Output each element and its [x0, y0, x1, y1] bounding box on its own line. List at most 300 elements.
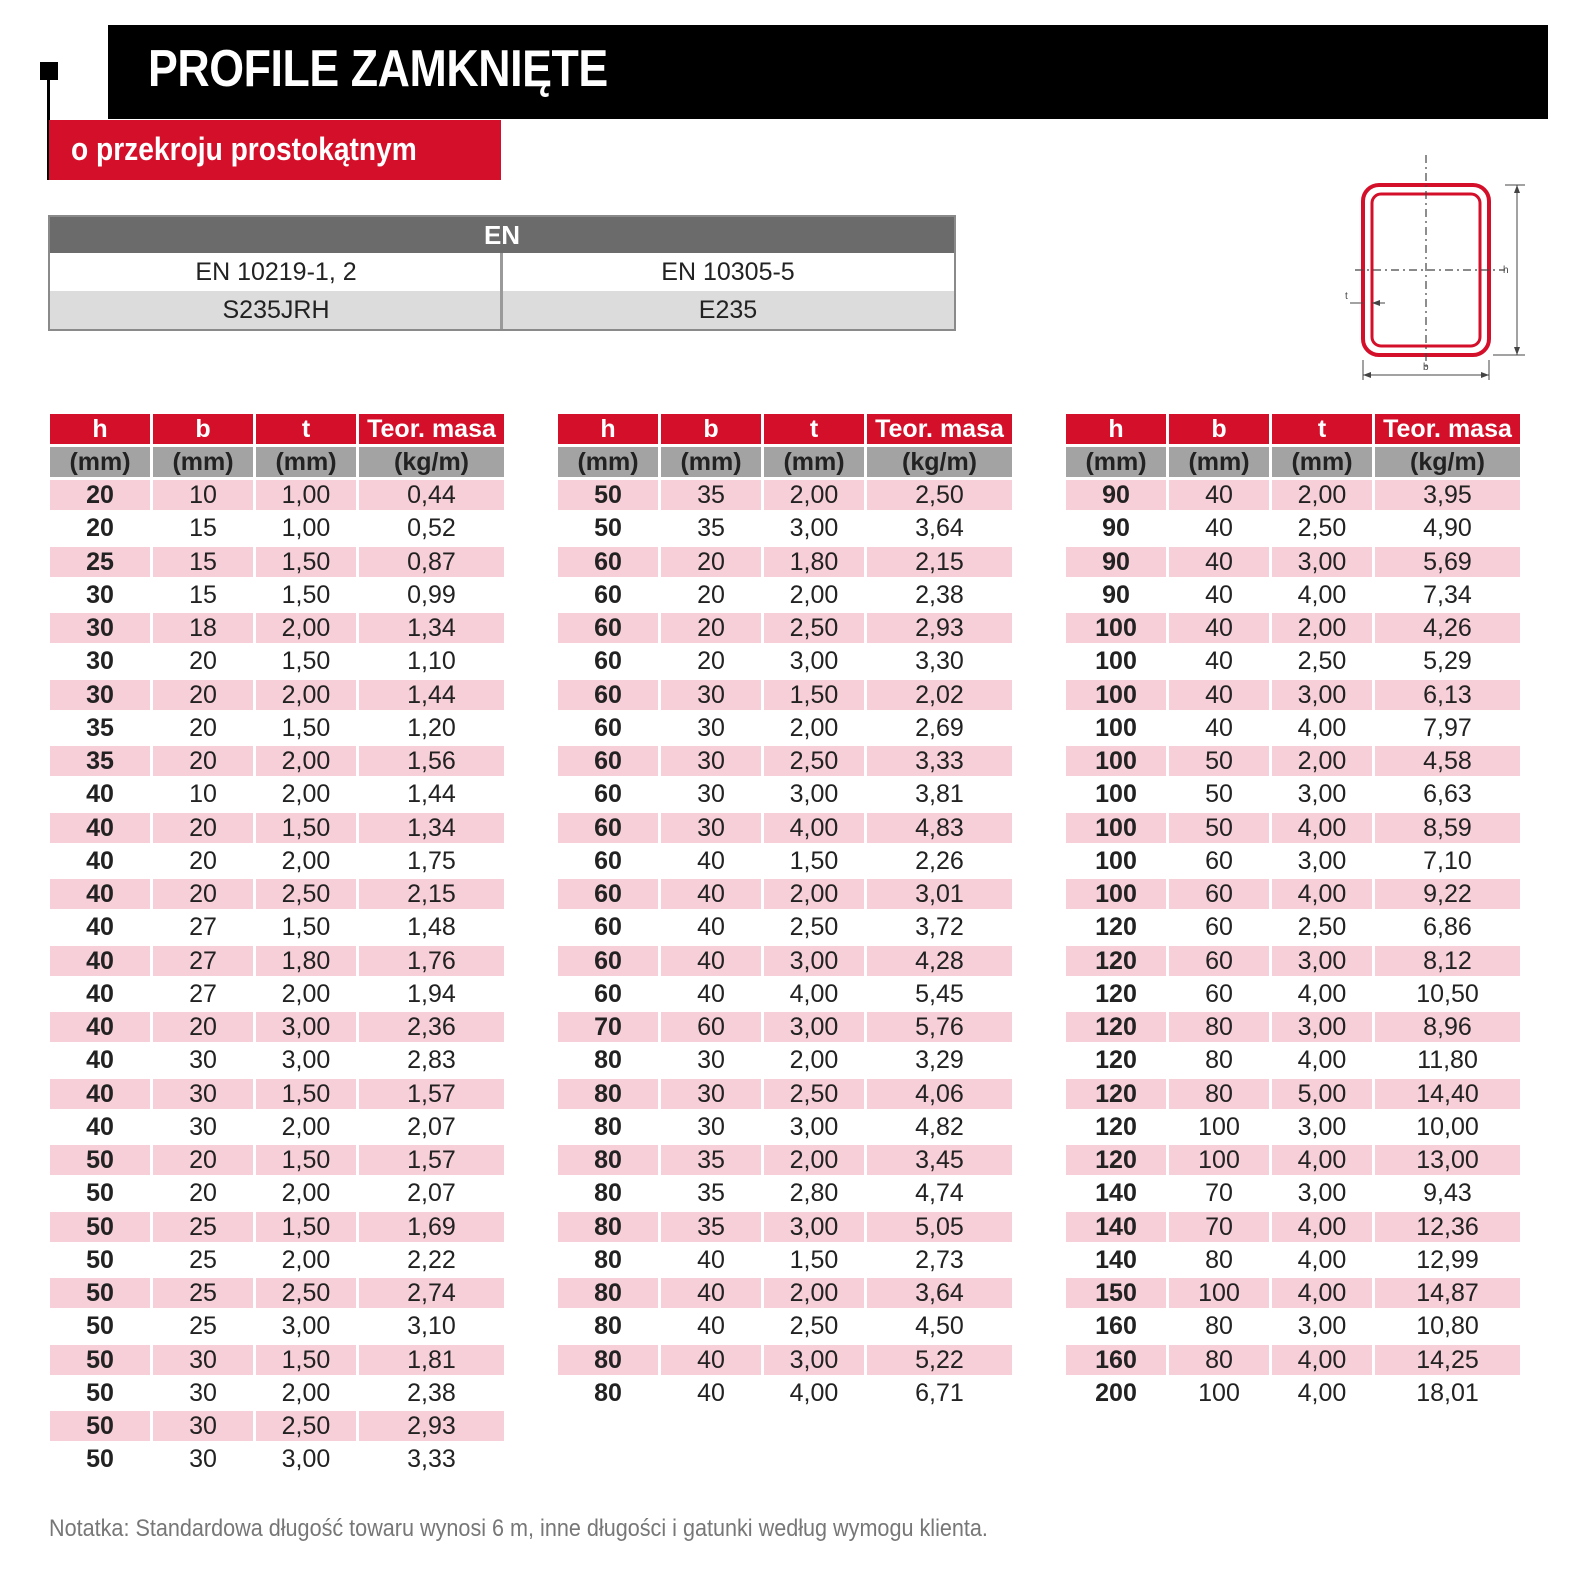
- cell-mass: 6,63: [1423, 780, 1472, 809]
- cell-h: 120: [1066, 1012, 1166, 1042]
- cell-h: 120: [1095, 979, 1137, 1008]
- table-row: [558, 746, 1012, 776]
- column-unit: (mm): [50, 447, 150, 477]
- table-row: [50, 1079, 504, 1109]
- table-row: [1066, 547, 1520, 577]
- cell-h: 50: [50, 1345, 150, 1375]
- cell-h: 60: [594, 846, 622, 875]
- cell-t: 3,00: [1272, 547, 1372, 577]
- cell-h: 60: [594, 913, 622, 942]
- cell-mass: 6,71: [915, 1378, 964, 1407]
- cell-t: 1,00: [256, 480, 356, 510]
- cell-mass: 3,33: [867, 746, 1012, 776]
- unit-header-row: [1066, 447, 1520, 477]
- cell-t: 4,00: [1297, 1046, 1347, 1075]
- cell-h: 40: [50, 879, 150, 909]
- cell-mass: 2,93: [867, 613, 1012, 643]
- cell-mass: 1,57: [359, 1145, 504, 1175]
- cell-t: 2,00: [1272, 480, 1372, 510]
- label-h: h: [1503, 265, 1509, 276]
- table-row: [1066, 1245, 1520, 1275]
- cell-b: 30: [189, 1112, 217, 1141]
- table-row: [1066, 779, 1520, 809]
- cell-b: 60: [1205, 979, 1233, 1008]
- cell-mass: 4,74: [915, 1179, 964, 1208]
- table-row: [1066, 1378, 1520, 1408]
- cell-b: 30: [189, 1445, 217, 1474]
- cell-b: 35: [697, 514, 725, 543]
- cell-h: 20: [50, 480, 150, 510]
- cell-b: 18: [153, 613, 253, 643]
- cell-mass: 1,75: [407, 846, 456, 875]
- cell-t: 2,50: [256, 1411, 356, 1441]
- table-row: [558, 979, 1012, 1009]
- cell-mass: 3,64: [867, 1278, 1012, 1308]
- table-row: [50, 1212, 504, 1242]
- cell-b: 15: [189, 580, 217, 609]
- cell-t: 4,00: [1297, 713, 1347, 742]
- table-row: [558, 846, 1012, 876]
- cell-t: 3,00: [1297, 1179, 1347, 1208]
- unit-header-row: [558, 447, 1012, 477]
- cell-mass: 4,58: [1375, 746, 1520, 776]
- cell-t: 2,00: [1272, 613, 1372, 643]
- cell-t: 3,00: [1272, 680, 1372, 710]
- table-row: [50, 1012, 504, 1042]
- table-row: [558, 879, 1012, 909]
- cell-t: 3,00: [1297, 1312, 1347, 1341]
- cell-h: 40: [50, 946, 150, 976]
- table-row: [50, 613, 504, 643]
- cell-mass: 14,40: [1375, 1079, 1520, 1109]
- cell-h: 40: [86, 846, 114, 875]
- column-unit: (mm): [1272, 447, 1372, 477]
- table-row: [1066, 1212, 1520, 1242]
- table-row: [1066, 879, 1520, 909]
- cell-b: 20: [153, 813, 253, 843]
- cell-b: 25: [189, 1312, 217, 1341]
- cell-mass: 1,34: [359, 613, 504, 643]
- cell-h: 80: [594, 1179, 622, 1208]
- cell-b: 80: [1169, 1012, 1269, 1042]
- cell-b: 20: [661, 613, 761, 643]
- cell-h: 90: [1102, 514, 1130, 543]
- cell-b: 40: [1169, 680, 1269, 710]
- table-row: [558, 1212, 1012, 1242]
- h-arrow-top: [1514, 185, 1520, 193]
- table-row: [1066, 1178, 1520, 1208]
- cell-h: 50: [86, 1378, 114, 1407]
- cell-t: 4,00: [789, 1378, 839, 1407]
- table-row: [558, 1045, 1012, 1075]
- table-row: [558, 1112, 1012, 1142]
- table-row: [558, 680, 1012, 710]
- cell-t: 1,50: [281, 580, 331, 609]
- standards-table: [48, 215, 956, 331]
- cell-b: 20: [153, 1012, 253, 1042]
- label-b: b: [1423, 362, 1429, 373]
- cell-b: 60: [1205, 913, 1233, 942]
- cell-b: 20: [153, 1145, 253, 1175]
- cell-h: 80: [594, 1046, 622, 1075]
- cell-t: 4,00: [789, 979, 839, 1008]
- column-unit: (mm): [558, 447, 658, 477]
- cell-h: 90: [1066, 480, 1166, 510]
- cell-mass: 2,36: [359, 1012, 504, 1042]
- h-arrow-bottom: [1514, 347, 1520, 355]
- cell-mass: 3,45: [867, 1145, 1012, 1175]
- cell-b: 40: [697, 913, 725, 942]
- table-row: [1066, 1311, 1520, 1341]
- cell-t: 2,50: [764, 746, 864, 776]
- norm-left: EN 10219-1, 2: [50, 253, 502, 291]
- cell-t: 2,50: [1297, 514, 1347, 543]
- cell-t: 3,00: [1272, 1012, 1372, 1042]
- table-row: [50, 1345, 504, 1375]
- cell-mass: 2,15: [359, 879, 504, 909]
- cell-t: 2,00: [256, 613, 356, 643]
- column-unit: (mm): [153, 447, 253, 477]
- cell-mass: 4,50: [915, 1312, 964, 1341]
- table-row: [50, 1311, 504, 1341]
- cell-h: 80: [558, 1145, 658, 1175]
- standards-divider: [500, 253, 503, 329]
- table-row: [558, 912, 1012, 942]
- cell-b: 35: [697, 1179, 725, 1208]
- cell-h: 120: [1066, 946, 1166, 976]
- table-row: [1066, 613, 1520, 643]
- footnote: Notatka: Standardowa długość towaru wynosi 6 m, inne długości i gatunki według wymogu klienta.: [49, 1515, 988, 1542]
- cell-t: 1,50: [281, 713, 331, 742]
- cell-h: 30: [50, 613, 150, 643]
- cell-t: 4,00: [1297, 1378, 1347, 1407]
- cell-b: 20: [189, 647, 217, 676]
- cell-h: 200: [1095, 1378, 1137, 1407]
- cell-h: 60: [558, 547, 658, 577]
- cell-mass: 10,80: [1416, 1312, 1479, 1341]
- cell-mass: 1,10: [407, 647, 456, 676]
- cell-b: 40: [697, 1378, 725, 1407]
- cell-mass: 7,97: [1423, 713, 1472, 742]
- cell-mass: 2,15: [867, 547, 1012, 577]
- cell-b: 15: [189, 514, 217, 543]
- column-header: h: [1066, 414, 1166, 444]
- cell-b: 30: [697, 780, 725, 809]
- cell-b: 100: [1198, 1112, 1240, 1141]
- cell-mass: 6,13: [1375, 680, 1520, 710]
- cell-t: 2,50: [789, 1312, 839, 1341]
- cell-t: 3,00: [256, 1012, 356, 1042]
- cell-t: 2,00: [256, 746, 356, 776]
- column-header: h: [50, 414, 150, 444]
- table-row: [558, 1145, 1012, 1175]
- cell-mass: 3,95: [1375, 480, 1520, 510]
- cell-mass: 1,69: [359, 1212, 504, 1242]
- norm-right: EN 10305-5: [502, 253, 954, 291]
- cell-mass: 5,45: [915, 979, 964, 1008]
- table-row: [558, 1378, 1012, 1408]
- cell-t: 4,00: [1297, 979, 1347, 1008]
- column-header: Teor. masa: [1375, 414, 1520, 444]
- cell-b: 25: [153, 1212, 253, 1242]
- cell-mass: 1,48: [407, 913, 456, 942]
- cell-h: 140: [1095, 1245, 1137, 1274]
- corner-marker: [40, 62, 58, 80]
- table-row: [558, 1311, 1012, 1341]
- cell-t: 5,00: [1272, 1079, 1372, 1109]
- cell-b: 10: [153, 480, 253, 510]
- cell-t: 1,50: [256, 1145, 356, 1175]
- cell-mass: 1,34: [359, 813, 504, 843]
- cell-b: 30: [661, 1079, 761, 1109]
- b-arrow-left: [1363, 372, 1371, 378]
- cell-mass: 2,38: [915, 580, 964, 609]
- cell-h: 80: [558, 1079, 658, 1109]
- table-row: [558, 713, 1012, 743]
- cell-t: 1,50: [281, 913, 331, 942]
- cell-mass: 2,22: [407, 1245, 456, 1274]
- cell-h: 80: [558, 1278, 658, 1308]
- cell-t: 4,00: [1272, 813, 1372, 843]
- table-row: [558, 613, 1012, 643]
- table-row: [1066, 846, 1520, 876]
- cell-h: 100: [1095, 647, 1137, 676]
- cell-mass: 1,94: [407, 979, 456, 1008]
- cell-t: 2,00: [764, 1278, 864, 1308]
- cell-t: 2,50: [1297, 913, 1347, 942]
- cell-mass: 8,12: [1375, 946, 1520, 976]
- cell-t: 3,00: [789, 514, 839, 543]
- cell-t: 2,00: [1272, 746, 1372, 776]
- table-row: [558, 1012, 1012, 1042]
- cell-h: 120: [1095, 1046, 1137, 1075]
- cell-h: 100: [1066, 879, 1166, 909]
- cell-b: 60: [1169, 879, 1269, 909]
- cell-mass: 1,81: [359, 1345, 504, 1375]
- cell-t: 3,00: [281, 1046, 331, 1075]
- cell-t: 2,00: [281, 1378, 331, 1407]
- cell-h: 100: [1066, 613, 1166, 643]
- cell-b: 30: [661, 680, 761, 710]
- table-row: [1066, 513, 1520, 543]
- cell-mass: 0,52: [407, 514, 456, 543]
- cell-h: 100: [1066, 680, 1166, 710]
- cell-t: 2,00: [764, 879, 864, 909]
- cell-h: 35: [86, 713, 114, 742]
- cell-b: 25: [153, 1278, 253, 1308]
- table-row: [1066, 680, 1520, 710]
- cell-mass: 2,74: [359, 1278, 504, 1308]
- cell-mass: 10,50: [1416, 979, 1479, 1008]
- cell-b: 20: [189, 713, 217, 742]
- cell-t: 3,00: [764, 946, 864, 976]
- cell-t: 2,00: [281, 1179, 331, 1208]
- cross-section-diagram: [1345, 155, 1545, 395]
- column-header: b: [153, 414, 253, 444]
- table-row: [50, 1278, 504, 1308]
- cell-t: 4,00: [1272, 879, 1372, 909]
- cell-mass: 1,20: [407, 713, 456, 742]
- table-row: [558, 513, 1012, 543]
- table-row: [50, 547, 504, 577]
- table-row: [1066, 1045, 1520, 1075]
- cell-h: 40: [86, 780, 114, 809]
- cell-t: 2,80: [789, 1179, 839, 1208]
- cell-h: 60: [594, 780, 622, 809]
- cell-t: 2,00: [764, 1145, 864, 1175]
- cell-t: 1,50: [256, 1079, 356, 1109]
- cell-h: 60: [558, 680, 658, 710]
- table-row: [1066, 1012, 1520, 1042]
- cell-mass: 12,36: [1375, 1212, 1520, 1242]
- cell-b: 30: [697, 1046, 725, 1075]
- cell-t: 4,00: [764, 813, 864, 843]
- cell-mass: 4,90: [1423, 514, 1472, 543]
- cell-t: 2,00: [281, 1112, 331, 1141]
- cell-t: 3,00: [1297, 846, 1347, 875]
- table-row: [558, 646, 1012, 676]
- column-header: Teor. masa: [867, 414, 1012, 444]
- table-row: [558, 1079, 1012, 1109]
- cell-t: 2,50: [789, 913, 839, 942]
- cell-h: 60: [594, 713, 622, 742]
- cell-h: 90: [1102, 580, 1130, 609]
- cell-mass: 18,01: [1416, 1378, 1479, 1407]
- cell-t: 4,00: [1272, 1145, 1372, 1175]
- table-row: [50, 1411, 504, 1441]
- table-row: [558, 1245, 1012, 1275]
- cell-b: 27: [189, 979, 217, 1008]
- cell-mass: 7,10: [1423, 846, 1472, 875]
- cell-b: 80: [1205, 1312, 1233, 1341]
- b-arrow-right: [1481, 372, 1489, 378]
- column-header: b: [661, 414, 761, 444]
- cell-t: 3,00: [764, 1212, 864, 1242]
- cell-b: 50: [1169, 746, 1269, 776]
- cell-b: 50: [1205, 780, 1233, 809]
- column-unit: (mm): [661, 447, 761, 477]
- cell-h: 20: [86, 514, 114, 543]
- cell-h: 150: [1066, 1278, 1166, 1308]
- cell-b: 25: [189, 1245, 217, 1274]
- table-row: [50, 1112, 504, 1142]
- cell-t: 2,50: [764, 1079, 864, 1109]
- cell-mass: 5,69: [1375, 547, 1520, 577]
- cell-h: 40: [86, 913, 114, 942]
- cell-mass: 2,93: [359, 1411, 504, 1441]
- cell-b: 30: [189, 1046, 217, 1075]
- cell-mass: 5,29: [1423, 647, 1472, 676]
- table-row: [1066, 946, 1520, 976]
- column-header: t: [764, 414, 864, 444]
- cell-h: 120: [1066, 1079, 1166, 1109]
- table-row: [1066, 480, 1520, 510]
- column-header: b: [1169, 414, 1269, 444]
- column-unit: (kg/m): [1375, 447, 1520, 477]
- column-header-row: [1066, 414, 1520, 444]
- cell-mass: 3,64: [915, 514, 964, 543]
- cell-b: 30: [697, 1112, 725, 1141]
- cell-b: 40: [1205, 580, 1233, 609]
- cell-b: 35: [661, 480, 761, 510]
- cell-mass: 5,22: [867, 1345, 1012, 1375]
- cell-h: 120: [1095, 913, 1137, 942]
- cell-mass: 5,76: [867, 1012, 1012, 1042]
- cell-t: 1,80: [256, 946, 356, 976]
- cell-t: 4,00: [1272, 1278, 1372, 1308]
- cell-b: 30: [189, 1378, 217, 1407]
- cell-mass: 3,10: [407, 1312, 456, 1341]
- table-row: [50, 480, 504, 510]
- cell-h: 50: [50, 1411, 150, 1441]
- cell-mass: 8,59: [1375, 813, 1520, 843]
- cell-mass: 4,83: [867, 813, 1012, 843]
- table-row: [1066, 1278, 1520, 1308]
- column-unit: (mm): [1169, 447, 1269, 477]
- cell-t: 2,00: [789, 713, 839, 742]
- cell-mass: 4,82: [915, 1112, 964, 1141]
- table-row: [1066, 1079, 1520, 1109]
- cell-t: 2,50: [256, 1278, 356, 1308]
- cell-b: 40: [1205, 514, 1233, 543]
- cell-mass: 4,28: [867, 946, 1012, 976]
- cell-b: 60: [1169, 946, 1269, 976]
- cell-h: 50: [86, 1312, 114, 1341]
- cell-b: 20: [697, 647, 725, 676]
- cell-h: 60: [558, 946, 658, 976]
- cell-b: 60: [1205, 846, 1233, 875]
- cell-h: 160: [1095, 1312, 1137, 1341]
- table-row: [558, 1178, 1012, 1208]
- cell-h: 80: [594, 1245, 622, 1274]
- cell-b: 40: [1169, 613, 1269, 643]
- cell-h: 60: [594, 580, 622, 609]
- cell-t: 2,50: [256, 879, 356, 909]
- cell-h: 80: [594, 1312, 622, 1341]
- cell-b: 20: [153, 680, 253, 710]
- cell-b: 70: [1205, 1179, 1233, 1208]
- cell-h: 60: [558, 613, 658, 643]
- table-row: [1066, 580, 1520, 610]
- grade-right: E235: [502, 291, 954, 329]
- cell-h: 40: [86, 1112, 114, 1141]
- table-row: [558, 547, 1012, 577]
- cell-mass: 0,99: [407, 580, 456, 609]
- cell-t: 3,00: [789, 1112, 839, 1141]
- cell-mass: 10,00: [1416, 1112, 1479, 1141]
- cell-t: 3,00: [1297, 1112, 1347, 1141]
- cell-mass: 0,87: [359, 547, 504, 577]
- cell-t: 3,00: [764, 1012, 864, 1042]
- grade-left: S235JRH: [50, 291, 502, 329]
- table-row: [50, 1444, 504, 1474]
- table-row: [1066, 912, 1520, 942]
- cell-b: 30: [153, 1079, 253, 1109]
- cell-b: 50: [1169, 813, 1269, 843]
- cell-b: 100: [1169, 1145, 1269, 1175]
- cell-mass: 8,96: [1375, 1012, 1520, 1042]
- cell-mass: 1,56: [359, 746, 504, 776]
- cell-mass: 1,76: [359, 946, 504, 976]
- table-row: [1066, 746, 1520, 776]
- column-unit: (mm): [256, 447, 356, 477]
- cell-t: 2,00: [281, 780, 331, 809]
- cell-b: 40: [1169, 547, 1269, 577]
- cell-b: 40: [661, 879, 761, 909]
- cell-mass: 2,69: [915, 713, 964, 742]
- cell-b: 10: [189, 780, 217, 809]
- cell-b: 40: [697, 979, 725, 1008]
